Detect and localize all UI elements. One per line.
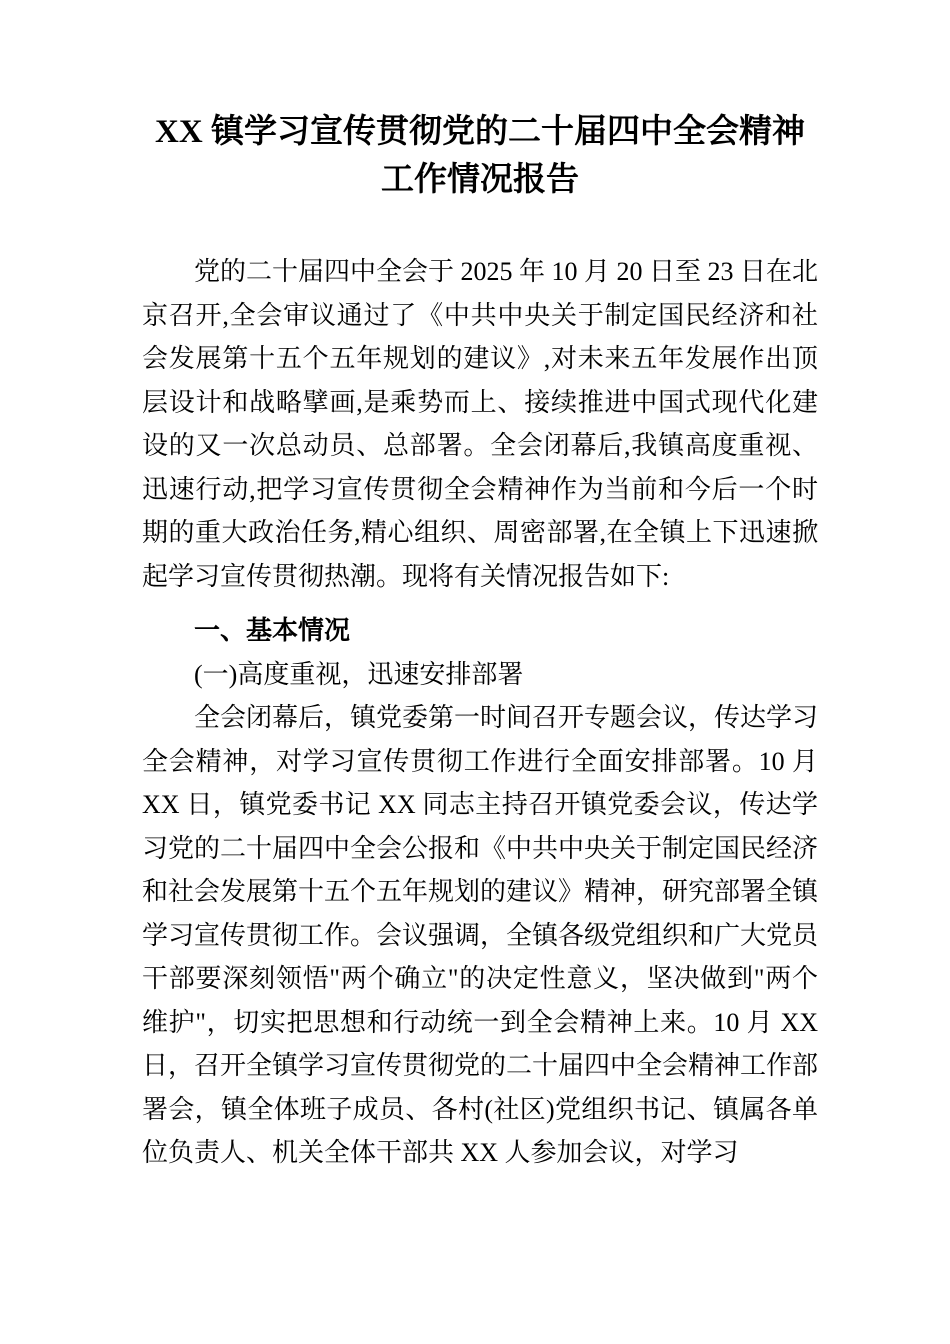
section-paragraph: 全会闭幕后，镇党委第一时间召开专题会议，传达学习全会精神，对学习宣传贯彻工作进行全面安排部署。10 月 XX 日，镇党委书记 XX 同志主持召开镇党委会议，传达学习党的二十届四中全会公报和《中共中央关于制定国民经济和社会发展第十五个五年规划的建议》精神，研究部署全镇学习宣传贯彻工作。会议强调，全镇各级党组织和广大党员干部要深刻领悟"两个确立"的决定性意义，坚决做到"两个维护"，切实把思想和行动统一到全会精神上来。10 月 XX 日，召开全镇学习宣传贯彻党的二十届四中全会精神工作部署会，镇全体班子成员、各村(社区)党组织书记、镇属各单位负责人、机关全体干部共 XX 人参加会议，对学习 bbox=[142, 703, 819, 1167]
section-heading-basic-situation: 一、基本情况 bbox=[194, 615, 351, 645]
subsection-heading-rapid-deployment: (一)高度重视，迅速安排部署 bbox=[194, 659, 524, 689]
document-title: XX 镇学习宣传贯彻党的二十届四中全会精神工作情况报告 bbox=[155, 114, 805, 198]
intro-paragraph: 党的二十届四中全会于 2025 年 10 月 20 日至 23 日在北京召开,全会审议通过了《中共中央关于制定国民经济和社会发展第十五个五年规划的建议》,对未来五年发展作出顶层设计和战略擘画,是乘势而上、接续推进中国式现代化建设的又一次总动员、总部署。全会闭幕后,我镇高度重视、迅速行动,把学习宣传贯彻全会精神作为当前和今后一个时期的重大政治任务,精心组织、周密部署,在全镇上下迅速掀起学习宣传贯彻热潮。现将有关情况报告如下: bbox=[142, 257, 819, 591]
